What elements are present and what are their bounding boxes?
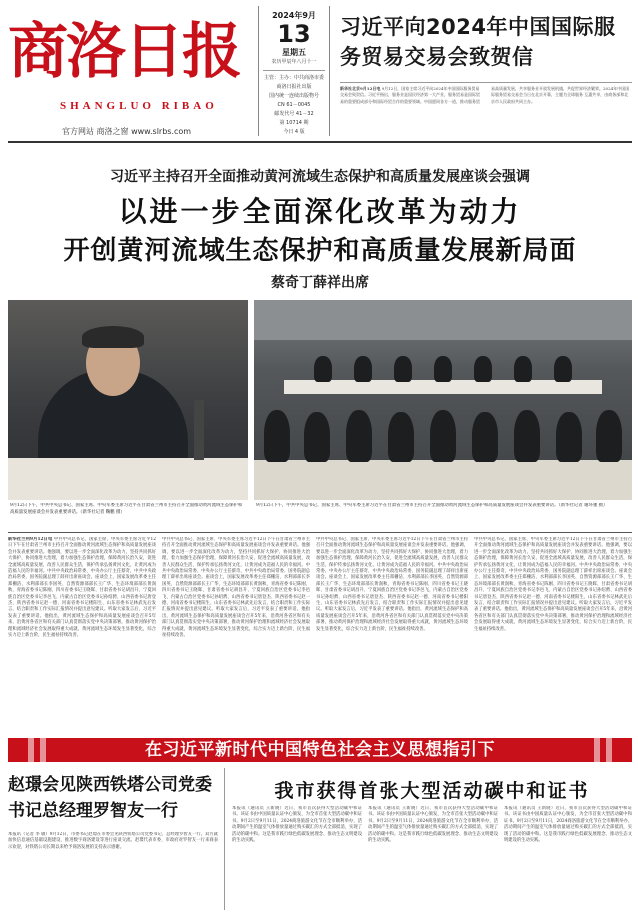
photo-caption-right: 9月12日下午，中共中央总书记、国家主席、中央军委主席习近平在甘肃省兰州市主持召开全面推动黄河流域生态保护和高质量发展座谈会并发表重要讲话。（新华社记者 谢环驰 摄） <box>256 503 608 508</box>
bottom-right-column-1: 本报讯（通讯员 王新晓）近日，我市首次获得大型活动碳中和证书。该证书由中国质量认证中心颁发，为全市首张大型活动碳中和证书。9月2日至9月11日，2024商洛旅游文化节在全市顺利举办，活动期间产生的温室气体排放量通过购买碳汇的方式全部抵消，实现了活动的碳中和。这是我市践行绿色低碳发展理念、推动生态文明建设的生动实践。 <box>232 806 362 844</box>
newspaper-name-pinyin: SHANGLUO RIBAO <box>60 100 218 112</box>
masthead-rule <box>8 141 632 143</box>
bottom-right-column-3: 本报讯（通讯员 王新晓）近日，我市首次获得大型活动碳中和证书。该证书由中国质量认证中心颁发，为全市首张大型活动碳中和证书。9月2日至9月11日，2024商洛旅游文化节在全市顺利举办，活动期间产生的温室气体排放量通过购买碳汇的方式全部抵消，实现了活动的碳中和。这是我市践行绿色低碳发展理念、推动生态文明建设的生动实践。 <box>504 806 632 844</box>
cn-label: 国内统一连续出版物号 <box>268 93 319 99</box>
divider <box>8 532 632 533</box>
bottom-right-headline[interactable]: 我市获得首张大型活动碳中和证书 <box>274 780 590 802</box>
banner-stripe <box>606 738 612 762</box>
top-story-headline[interactable]: 习近平向2024年中国国际服务贸易交易会致贺信 <box>340 15 616 69</box>
publisher-line: 商洛日报社出版 <box>276 84 312 90</box>
photo-caption-left: 9月12日下午，中共中央总书记、国家主席、中央军委主席习近平在甘肃省兰州市主持召开全面推动黄河流域生态保护和高质量发展座谈会并发表重要讲话。（新华社记者 鞠鹏 摄） <box>10 503 243 515</box>
main-story-column-1 <box>8 537 156 733</box>
banner-stripe <box>594 738 600 762</box>
top-story-dateline: 新华社北京9月12日电 <box>340 86 381 91</box>
sponsor-line: 主管：主办：中共商洛市委 <box>263 75 324 81</box>
main-story-column-4: 中共中央总书记、国家主席、中央军委主席习近平12日下午在甘肃省兰州市主持召开全面推动黄河流域生态保护和高质量发展座谈会并发表重要讲话。他强调，要以进一步全面深化改革为动力，坚持共同抓好大保护、协同推进大治理，着力加强生态保护治理，保障黄河长治久安，促进全流域高质量发展，改善人民群众生活，保护传承弘扬黄河文化，让黄河成为造福人民的幸福河。中共中央政治局常委、中央办公厅主任蔡奇，中共中央政治局常委、国务院副总理丁薛祥出席座谈会。座谈会上，国家发展改革委主任郑栅洁、水利部部长李国英、自然资源部部长王广华、生态环境部部长黄润秋、青海省委书记陈刚、四川省委书记王晓晖、甘肃省委书记胡昌升、宁夏回族自治区党委书记李邑飞、内蒙古自治区党委书记孙绍骋、山西省委书记唐登杰、陕西省委书记赵一德、河南省委书记楼阳生、山东省委书记林武先后发言，结合职责和工作实际汇报情况并提出意见建议。听取大家发言后，习近平发表了重要讲话。他指出，黄河流域生态保护和高质量发展座谈会召开5年来，沿黄河各省区和有关部门认真贯彻落实党中央决策部署，推动黄河保护治理和流域经济社会发展取得重大成就，黄河流域生态环境发生显著变化，综合实力迈上新台阶，民生福祉持续改善。 <box>474 537 632 632</box>
main-story-column-3: 中共中央总书记、国家主席、中央军委主席习近平12日下午在甘肃省兰州市主持召开全面推动黄河流域生态保护和高质量发展座谈会并发表重要讲话。他强调，要以进一步全面深化改革为动力，坚持共同抓好大保护、协同推进大治理，着力加强生态保护治理，保障黄河长治久安，促进全流域高质量发展，改善人民群众生活，保护传承弘扬黄河文化，让黄河成为造福人民的幸福河。中共中央政治局常委、中央办公厅主任蔡奇，中共中央政治局常委、国务院副总理丁薛祥出席座谈会。座谈会上，国家发展改革委主任郑栅洁、水利部部长李国英、自然资源部部长王广华、生态环境部部长黄润秋、青海省委书记陈刚、四川省委书记王晓晖、甘肃省委书记胡昌升、宁夏回族自治区党委书记李邑飞、内蒙古自治区党委书记孙绍骋、山西省委书记唐登杰、陕西省委书记赵一德、河南省委书记楼阳生、山东省委书记林武先后发言，结合职责和工作实际汇报情况并提出意见建议。听取大家发言后，习近平发表了重要讲话。他指出，黄河流域生态保护和高质量发展座谈会召开5年来，沿黄河各省区和有关部门认真贯彻落实党中央决策部署，推动黄河保护治理和流域经济社会发展取得重大成就，黄河流域生态环境发生显著变化，综合实力迈上新台阶，民生福祉持续改善。 <box>316 537 468 632</box>
date-lunar: 农历甲辰年八月十一 <box>271 59 317 65</box>
bottom-right-column-2: 本报讯（通讯员 王新晓）近日，我市首次获得大型活动碳中和证书。该证书由中国质量认证中心颁发，为全市首张大型活动碳中和证书。9月2日至9月11日，2024商洛旅游文化节在全市顺利举办，活动期间产生的温室气体排放量通过购买碳汇的方式全部抵消，实现了活动的碳中和。这是我市践行绿色低碳发展理念、推动生态文明建设的生动实践。 <box>368 806 498 844</box>
main-photo-left <box>8 300 248 500</box>
divider <box>263 70 325 71</box>
cn-number: CN 61－0045 <box>277 102 311 108</box>
column-divider <box>224 768 225 910</box>
top-story-text: 9月12日，国家主席习近平向2024年中国国际服务贸易交易会致贺信。习近平指出，服务业是国民经济第一大产业，服务贸易是国际贸易的重要组成部分和国际经贸合作的重要领域。中国愿同各方一道，推动服务贸易高质量发展，共享服务业开放发展机遇，共促世界经济繁荣。2024年中国国际服务贸易交易会当日在北京开幕，主题为全球服务 互惠共享，由商务部和北京市人民政府共同主办。 <box>340 86 630 104</box>
main-story-dateline: 新华社兰州9月12日电 <box>8 537 53 542</box>
date-day: 13 <box>277 20 311 48</box>
banner-stripe <box>40 738 46 762</box>
page-count: 今日 4 版 <box>283 129 305 135</box>
postal-code: 邮发代号 41－32 <box>274 111 314 117</box>
main-headline-line2[interactable]: 开创黄河流域生态保护和高质量发展新局面 <box>63 236 577 266</box>
main-headline-line1[interactable]: 以进一步全面深化改革为动力 <box>118 195 522 228</box>
main-story-text: 中共中央总书记、国家主席、中央军委主席习近平12日下午在甘肃省兰州市主持召开全面推动黄河流域生态保护和高质量发展座谈会并发表重要讲话。他强调，要以进一步全面深化改革为动力，坚持共同抓好大保护、协同推进大治理，着力加强生态保护治理，保障黄河长治久安，促进全流域高质量发展，改善人民群众生活，保护传承弘扬黄河文化，让黄河成为造福人民的幸福河。中共中央政治局常委、中央办公厅主任蔡奇，中共中央政治局常委、国务院副总理丁薛祥出席座谈会。座谈会上，国家发展改革委主任郑栅洁、水利部部长李国英、自然资源部部长王广华、生态环境部部长黄润秋、青海省委书记陈刚、四川省委书记王晓晖、甘肃省委书记胡昌升、宁夏回族自治区党委书记李邑飞、内蒙古自治区党委书记孙绍骋、山西省委书记唐登杰、陕西省委书记赵一德、河南省委书记楼阳生、山东省委书记林武先后发言，结合职责和工作实际汇报情况并提出意见建议。听取大家发言后，习近平发表了重要讲话。他指出，黄河流域生态保护和高质量发展座谈会召开5年来，沿黄河各省区和有关部门认真贯彻落实党中央决策部署，推动黄河保护治理和流域经济社会发展取得重大成就，黄河流域生态环境发生显著变化，综合实力迈上新台阶，民生福祉持续改善。 <box>8 537 156 639</box>
main-story-byline: 蔡奇丁薛祥出席 <box>271 275 369 291</box>
date-box <box>258 6 330 136</box>
section-banner <box>8 738 632 762</box>
website-line[interactable]: 官方网站 商洛之窗 www.slrbs.com <box>62 127 192 136</box>
bottom-left-body: 本报讯（记者 李 敏）9月12日，市委书记赵璟在市委会见陕西铁塔公司党委书记、总经理罗智友一行。双方就加快信息通信基础设施建设、推进数字商洛建设等进行座谈交流。赵璟代表市委、市政府对罗智友一行来商表示欢迎，对铁塔公司长期以来给予商洛发展的支持表示感谢。 <box>8 832 218 850</box>
main-story-kicker: 习近平主持召开全面推动黄河流域生态保护和高质量发展座谈会强调 <box>110 169 530 185</box>
divider <box>340 82 632 83</box>
date-weekday: 星期五 <box>282 48 306 57</box>
banner-stripe <box>28 738 34 762</box>
newspaper-logo: 商洛日报 <box>8 17 240 87</box>
date-year-month: 2024年9月 <box>272 11 316 20</box>
main-story-column-2: 中共中央总书记、国家主席、中央军委主席习近平12日下午在甘肃省兰州市主持召开全面推动黄河流域生态保护和高质量发展座谈会并发表重要讲话。他强调，要以进一步全面深化改革为动力，坚持共同抓好大保护、协同推进大治理，着力加强生态保护治理，保障黄河长治久安，促进全流域高质量发展，改善人民群众生活，保护传承弘扬黄河文化，让黄河成为造福人民的幸福河。中共中央政治局常委、中央办公厅主任蔡奇，中共中央政治局常委、国务院副总理丁薛祥出席座谈会。座谈会上，国家发展改革委主任郑栅洁、水利部部长李国英、自然资源部部长王广华、生态环境部部长黄润秋、青海省委书记陈刚、四川省委书记王晓晖、甘肃省委书记胡昌升、宁夏回族自治区党委书记李邑飞、内蒙古自治区党委书记孙绍骋、山西省委书记唐登杰、陕西省委书记赵一德、河南省委书记楼阳生、山东省委书记林武先后发言，结合职责和工作实际汇报情况并提出意见建议。听取大家发言后，习近平发表了重要讲话。他指出，黄河流域生态保护和高质量发展座谈会召开5年来，沿黄河各省区和有关部门认真贯彻落实党中央决策部署，推动黄河保护治理和流域经济社会发展取得重大成就，黄河流域生态环境发生显著变化，综合实力迈上新台阶，民生福祉持续改善。 <box>162 537 310 639</box>
issue-number: 第 10714 期 <box>279 120 309 126</box>
bottom-left-headline[interactable]: 赵璟会见陕西铁塔公司党委书记总经理罗智友一行 <box>8 775 212 821</box>
banner-text: 在习近平新时代中国特色社会主义思想指引下 <box>145 740 495 760</box>
main-photo-right <box>254 300 632 500</box>
top-story-body <box>340 86 632 138</box>
